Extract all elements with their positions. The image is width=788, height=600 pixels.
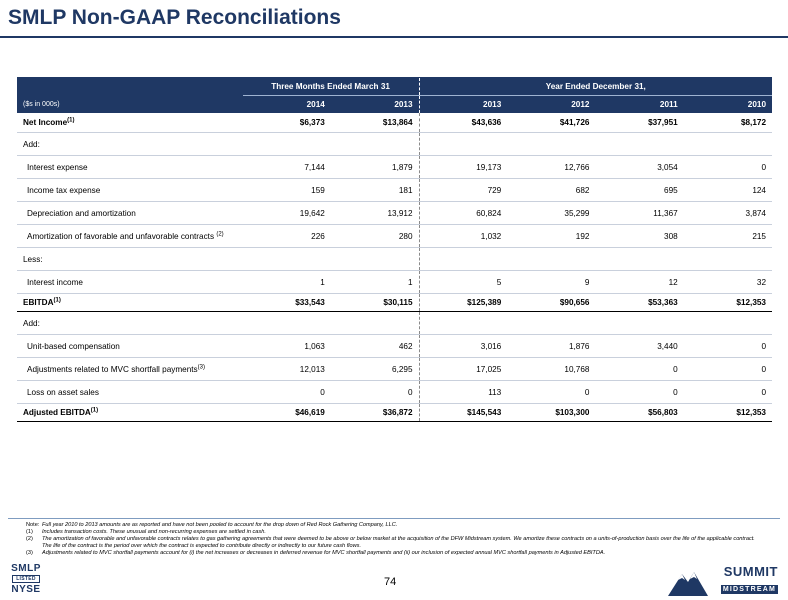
footnote-text: Adjustments related to MVC shortfall payments account for (i) the net increases or decreases in deferred revenue for MVC shortfall payments and (ii) our inclusion of expected annual MVC shortfall payments in Adjusted EBITDA. bbox=[42, 549, 606, 556]
cell-value: 12,766 bbox=[507, 156, 595, 179]
cell-value bbox=[595, 312, 683, 335]
cell-value: $43,636 bbox=[419, 113, 507, 133]
cell-value bbox=[243, 248, 331, 271]
table-row-add bbox=[17, 133, 772, 156]
row-label: Net Income$^{(1)}$ bbox=[17, 113, 243, 133]
cell-value bbox=[507, 248, 595, 271]
footnote-item bbox=[26, 522, 766, 529]
table-row-interest-expense bbox=[17, 156, 772, 179]
cell-value: 124 bbox=[684, 179, 772, 202]
cell-value: 0 bbox=[684, 156, 772, 179]
cell-value: 226 bbox=[243, 225, 331, 248]
row-label: Amortization of favorable and unfavorable contracts $^{(2)}$ bbox=[17, 225, 243, 248]
nyse-ticker-logo bbox=[10, 563, 42, 595]
year-header-row bbox=[17, 96, 772, 114]
footnote-text: Includes transaction costs. These unusual and non-recurring expenses are settled in cash. bbox=[42, 528, 266, 535]
row-label: Interest income bbox=[17, 271, 243, 294]
cell-value bbox=[684, 133, 772, 156]
cell-value bbox=[243, 312, 331, 335]
cell-value: 729 bbox=[419, 179, 507, 202]
ticker-symbol: SMLP bbox=[11, 563, 41, 574]
footnote-marker: (2) bbox=[26, 535, 33, 542]
header-blank bbox=[17, 78, 243, 96]
page-number: 74 bbox=[384, 576, 397, 588]
cell-value bbox=[595, 133, 683, 156]
cell-value bbox=[419, 133, 507, 156]
cell-value: 12,013 bbox=[243, 358, 331, 381]
cell-value: 1 bbox=[243, 271, 331, 294]
cell-value: 695 bbox=[595, 179, 683, 202]
cell-value: $41,726 bbox=[507, 113, 595, 133]
cell-value: 1,879 bbox=[331, 156, 419, 179]
cell-value: $53,363 bbox=[595, 294, 683, 312]
cell-value: 3,874 bbox=[684, 202, 772, 225]
year-header: Year Ended December 31, bbox=[419, 78, 772, 96]
year-col-header: 2014 bbox=[243, 96, 331, 114]
cell-value: $90,656 bbox=[507, 294, 595, 312]
cell-value: $6,373 bbox=[243, 113, 331, 133]
cell-value bbox=[507, 312, 595, 335]
cell-value: $36,872 bbox=[331, 404, 419, 422]
cell-value: 12 bbox=[595, 271, 683, 294]
logo-midstream: MIDSTREAM bbox=[722, 586, 776, 593]
row-label: Unit-based compensation bbox=[17, 335, 243, 358]
footnote-text: Full year 2010 to 2013 amounts are as reported and have not been pooled to account for the drop down of Red Rock Gathering Company, LLC. bbox=[42, 522, 398, 528]
cell-value: 7,144 bbox=[243, 156, 331, 179]
table-row-unit-based-comp bbox=[17, 335, 772, 358]
table-row-ebitda bbox=[17, 294, 772, 312]
cell-value: 0 bbox=[684, 381, 772, 404]
cell-value bbox=[331, 133, 419, 156]
cell-value: 0 bbox=[684, 335, 772, 358]
row-label: Add: bbox=[17, 133, 243, 156]
cell-value bbox=[507, 133, 595, 156]
year-col-header: 2011 bbox=[595, 96, 683, 114]
ticker-listed: LISTED bbox=[12, 575, 40, 583]
cell-value bbox=[331, 248, 419, 271]
cell-value: $33,543 bbox=[243, 294, 331, 312]
cell-value: 3,016 bbox=[419, 335, 507, 358]
table-row-adjusted-ebitda bbox=[17, 404, 772, 422]
cell-value: $125,389 bbox=[419, 294, 507, 312]
cell-value: 1,063 bbox=[243, 335, 331, 358]
cell-value: 9 bbox=[507, 271, 595, 294]
footnote-marker: (1) bbox=[26, 528, 33, 535]
row-label: Income tax expense bbox=[17, 179, 243, 202]
cell-value bbox=[419, 248, 507, 271]
cell-value: 5 bbox=[419, 271, 507, 294]
cell-value: 0 bbox=[331, 381, 419, 404]
cell-value: 682 bbox=[507, 179, 595, 202]
cell-value: $30,115 bbox=[331, 294, 419, 312]
cell-value: 32 bbox=[684, 271, 772, 294]
cell-value: $145,543 bbox=[419, 404, 507, 422]
cell-value: $8,172 bbox=[684, 113, 772, 133]
footnote-item bbox=[26, 529, 766, 536]
cell-value bbox=[684, 312, 772, 335]
cell-value: $13,864 bbox=[331, 113, 419, 133]
cell-value: 0 bbox=[684, 358, 772, 381]
table-row-add-2 bbox=[17, 312, 772, 335]
cell-value: $56,803 bbox=[595, 404, 683, 422]
row-label: Less: bbox=[17, 248, 243, 271]
footer-divider bbox=[8, 518, 780, 519]
cell-value: 0 bbox=[507, 381, 595, 404]
units-label: ($s in 000s) bbox=[17, 96, 243, 114]
cell-value: 0 bbox=[595, 358, 683, 381]
reconciliation-table bbox=[17, 77, 772, 422]
table-row-depreciation bbox=[17, 202, 772, 225]
cell-value: 0 bbox=[595, 381, 683, 404]
cell-value: 35,299 bbox=[507, 202, 595, 225]
cell-value: 10,768 bbox=[507, 358, 595, 381]
table-row-interest-income bbox=[17, 271, 772, 294]
cell-value: 181 bbox=[331, 179, 419, 202]
cell-value: 60,824 bbox=[419, 202, 507, 225]
cell-value bbox=[419, 312, 507, 335]
cell-value bbox=[684, 248, 772, 271]
footnote-text: The amortization of favorable and unfavorable contracts relates to gas gathering agreements that were deemed to be above or below market at the acquisition of the DFW Midstream system. We amortize these contracts on a units-of-production basis over the life of the applicable contract. The life of the contract is the period over which the contract is expected to contribute directly or indirectly to our future cash flows. bbox=[42, 535, 755, 549]
ticker-exchange: NYSE bbox=[11, 584, 41, 595]
cell-value: 3,054 bbox=[595, 156, 683, 179]
cell-value: 1,876 bbox=[507, 335, 595, 358]
cell-value bbox=[331, 312, 419, 335]
cell-value: 0 bbox=[243, 381, 331, 404]
cell-value: $12,353 bbox=[684, 404, 772, 422]
cell-value bbox=[595, 248, 683, 271]
cell-value: 280 bbox=[331, 225, 419, 248]
table-row-income-tax bbox=[17, 179, 772, 202]
footnotes bbox=[26, 522, 766, 557]
footnote-item bbox=[26, 550, 766, 557]
table-row-amortization-contracts bbox=[17, 225, 772, 248]
cell-value: 6,295 bbox=[331, 358, 419, 381]
row-label: Adjusted EBITDA$^{(1)}$ bbox=[17, 404, 243, 422]
cell-value: 1 bbox=[331, 271, 419, 294]
row-label: Interest expense bbox=[17, 156, 243, 179]
year-col-header: 2010 bbox=[684, 96, 772, 114]
cell-value: 113 bbox=[419, 381, 507, 404]
three-months-header: Three Months Ended March 31 bbox=[243, 78, 419, 96]
row-label: Add: bbox=[17, 312, 243, 335]
cell-value: 17,025 bbox=[419, 358, 507, 381]
table-row-loss-on-asset-sales bbox=[17, 381, 772, 404]
cell-value: 215 bbox=[684, 225, 772, 248]
cell-value bbox=[243, 133, 331, 156]
cell-value: 462 bbox=[331, 335, 419, 358]
cell-value: $46,619 bbox=[243, 404, 331, 422]
footnote-marker: (3) bbox=[26, 549, 33, 556]
cell-value: $103,300 bbox=[507, 404, 595, 422]
logo-wordmark bbox=[698, 565, 778, 596]
summit-midstream-logo bbox=[668, 560, 780, 596]
year-col-header: 2013 bbox=[419, 96, 507, 114]
row-label: Loss on asset sales bbox=[17, 381, 243, 404]
row-label: Depreciation and amortization bbox=[17, 202, 243, 225]
year-col-header: 2012 bbox=[507, 96, 595, 114]
row-label: EBITDA$^{(1)}$ bbox=[17, 294, 243, 312]
cell-value: 11,367 bbox=[595, 202, 683, 225]
page-title: SMLP Non-GAAP Reconciliations bbox=[8, 6, 341, 29]
cell-value: 19,173 bbox=[419, 156, 507, 179]
cell-value: $12,353 bbox=[684, 294, 772, 312]
cell-value: 3,440 bbox=[595, 335, 683, 358]
footnote-marker: Note: bbox=[26, 522, 40, 528]
title-divider bbox=[0, 36, 788, 38]
logo-summit: SUMMIT bbox=[723, 564, 778, 579]
year-col-header: 2013 bbox=[331, 96, 419, 114]
cell-value: 19,642 bbox=[243, 202, 331, 225]
table-row-less bbox=[17, 248, 772, 271]
table-row-mvc-adjustments bbox=[17, 358, 772, 381]
cell-value: 1,032 bbox=[419, 225, 507, 248]
table-row-net-income bbox=[17, 113, 772, 133]
cell-value: 13,912 bbox=[331, 202, 419, 225]
cell-value: 192 bbox=[507, 225, 595, 248]
cell-value: 159 bbox=[243, 179, 331, 202]
group-header-row bbox=[17, 78, 772, 96]
cell-value: $37,951 bbox=[595, 113, 683, 133]
cell-value: 308 bbox=[595, 225, 683, 248]
row-label: Adjustments related to MVC shortfall payments$^{(3)}$ bbox=[17, 358, 243, 381]
footnote-item bbox=[26, 536, 766, 550]
